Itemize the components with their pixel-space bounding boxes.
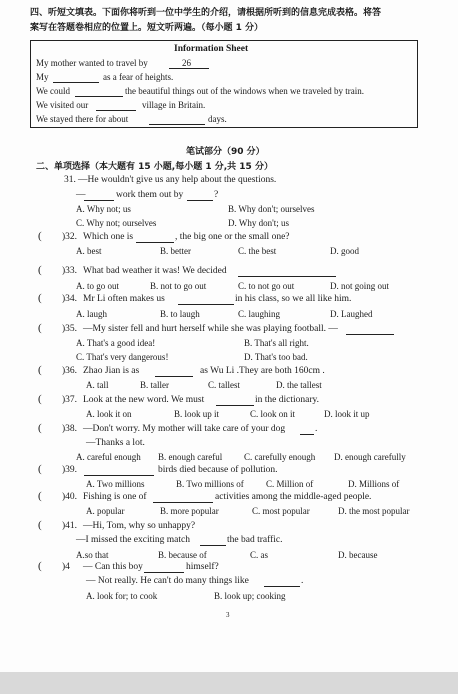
question-34-paren: ( [38, 292, 42, 304]
question-37-stem: Look at the new word. We must [83, 395, 205, 405]
question-31-number: 31. [64, 175, 76, 185]
question-32-number: )32. [62, 232, 78, 242]
question-42-number: )4 [62, 562, 70, 572]
question-40-stem: Fishing is one of [83, 492, 147, 502]
question-41-reply: —I missed the exciting match [76, 535, 190, 545]
question-42-reply-end: . [301, 576, 304, 586]
section2-heading: 二、单项选择（本大题有 15 小题,每小题 1 分,共 15 分） [36, 162, 273, 172]
sheet-row-5-start: We stayed there for about [36, 114, 129, 124]
question-34-stem-after: in his class, so we all like him. [235, 294, 352, 304]
question-40-option-c: C. most popular [252, 506, 310, 516]
question-34-stem: Mr Li often makes us [83, 294, 165, 304]
question-40-blank [153, 502, 213, 503]
question-33-option-c: C. to not go out [238, 281, 295, 291]
sheet-row-3-blank [75, 96, 123, 97]
question-41-paren: ( [38, 519, 42, 531]
question-34-blank [178, 304, 234, 305]
question-41-stem: —Hi, Tom, why so unhappy? [83, 521, 196, 531]
question-39-paren: ( [38, 463, 42, 475]
question-38-blank [300, 434, 314, 435]
sheet-row-4-text: village in Britain. [142, 100, 206, 110]
question-31-option-a: A. Why not; us [76, 204, 131, 214]
question-39-option-a: A. Two millions [86, 479, 145, 489]
sheet-row-1-blank [169, 68, 209, 69]
question-32-stem-after: , the big one or the small one? [175, 232, 290, 242]
sheet-row-2-blank [53, 82, 99, 83]
question-35-option-d: D. That's too bad. [244, 352, 308, 362]
question-35-number: )35. [62, 324, 78, 334]
question-39-blank [84, 475, 154, 476]
question-38-reply: —Thanks a lot. [86, 438, 145, 448]
question-38-stem: —Don't worry. My mother will take care of your dog [83, 424, 286, 434]
question-37-option-d: D. look it up [324, 409, 370, 419]
question-31-option-c: C. Why not; ourselves [76, 218, 157, 228]
question-36-stem-after: as Wu Li .They are both 160cm . [200, 366, 325, 376]
question-33-stem: What bad weather it was! We decided [83, 266, 227, 276]
question-31-end: ? [214, 190, 219, 200]
question-37-paren: ( [38, 393, 42, 405]
question-35-option-a: A. That's a good idea! [76, 338, 156, 348]
page-number: 3 [226, 611, 230, 619]
question-37-blank [216, 405, 254, 406]
sheet-row-1-filled: 26 [182, 58, 191, 68]
question-31-dash: — [76, 190, 86, 200]
question-42-option-b: B. look up; cooking [214, 591, 286, 601]
sheet-row-5-blank [149, 124, 205, 125]
information-sheet-box [30, 40, 418, 128]
question-39-number: )39. [62, 465, 78, 475]
question-34-number: )34. [62, 294, 78, 304]
question-38-option-a: A. careful enough [76, 452, 141, 462]
question-42-paren: ( [38, 560, 42, 572]
question-32-paren: ( [38, 230, 42, 242]
sheet-row-2-text: as a fear of heights. [103, 72, 174, 82]
question-40-option-a: A. popular [86, 506, 125, 516]
question-35-blank [346, 334, 394, 335]
question-38-option-b: B. enough careful [158, 452, 223, 462]
question-38-number: )38. [62, 424, 78, 434]
question-40-option-b: B. more popular [160, 506, 219, 516]
question-40-stem-after: activities among the middle-aged people. [215, 492, 372, 502]
question-31-option-d: D. Why don't; us [228, 218, 289, 228]
question-31-blank-2 [187, 200, 213, 201]
question-33-option-a: A. to go out [76, 281, 120, 291]
question-38-option-c: C. carefully enough [244, 452, 316, 462]
question-40-number: )40. [62, 492, 78, 502]
question-41-option-d: D. because [338, 550, 378, 560]
question-36-number: )36. [62, 366, 78, 376]
question-36-option-b: B. taller [140, 380, 169, 390]
question-42-blank-1 [144, 572, 184, 573]
sheet-row-2-start: My [36, 72, 49, 82]
question-41-reply-after: the bad traffic. [227, 535, 283, 545]
sheet-row-1-text: My mother wanted to travel by [36, 58, 148, 68]
question-37-option-b: B. look up it [174, 409, 220, 419]
sheet-row-5-text: days. [208, 114, 227, 124]
sheet-row-4-start: We visited our [36, 100, 89, 110]
information-sheet-title: Information Sheet [174, 44, 249, 54]
question-35-option-b: B. That's all right. [244, 338, 309, 348]
question-42-stem: — Can this boy [83, 562, 143, 572]
question-38-stem-end: . [315, 424, 318, 434]
question-39-option-c: C. Million of [266, 479, 314, 489]
question-41-option-c: C. as [250, 550, 268, 560]
question-37-stem-after: in the dictionary. [255, 395, 320, 405]
question-38-paren: ( [38, 422, 42, 434]
question-33-option-b: B. not to go out [150, 281, 207, 291]
question-41-blank [200, 545, 226, 546]
question-32-option-b: B. better [160, 246, 191, 256]
question-42-reply: — Not really. He can't do many things like [86, 576, 249, 586]
scan-bottom-margin [0, 672, 458, 694]
sheet-row-4-blank [96, 110, 136, 111]
question-31-stem2: work them out by [116, 190, 184, 200]
question-32-option-d: D. good [330, 246, 359, 256]
question-37-option-c: C. look on it [250, 409, 296, 419]
question-35-option-c: C. That's very dangerous! [76, 352, 169, 362]
question-32-option-a: A. best [76, 246, 102, 256]
question-36-blank [155, 376, 193, 377]
question-32-stem: Which one is [83, 232, 134, 242]
section4-heading-line1: 四、听短文填表。下面你将听到一位中学生的介绍，请根据所听到的信息完成表格。将答 [30, 8, 382, 18]
question-36-option-d: D. the tallest [276, 380, 322, 390]
sheet-row-3-start: We could [36, 86, 71, 96]
question-41-option-b: B. because of [158, 550, 207, 560]
question-34-option-a: A. laugh [76, 309, 107, 319]
question-32-option-c: C. the best [238, 246, 277, 256]
question-33-number: )33. [62, 266, 78, 276]
question-39-option-b: B. Two millions of [176, 479, 244, 489]
question-39-stem-after: birds died because of pollution. [158, 465, 278, 475]
question-42-blank-2 [264, 586, 300, 587]
question-41-option-a: A.so that [76, 550, 109, 560]
question-31-blank-1 [84, 200, 114, 201]
question-34-option-c: C. laughing [238, 309, 280, 319]
question-36-stem: Zhao Jian is as [83, 366, 140, 376]
question-33-paren: ( [38, 264, 42, 276]
question-34-option-d: D. Laughed [330, 309, 373, 319]
question-37-number: )37. [62, 395, 78, 405]
question-42-option-a: A. look for; to cook [86, 591, 158, 601]
question-34-option-b: B. to laugh [160, 309, 200, 319]
question-41-number: )41. [62, 521, 78, 531]
question-40-paren: ( [38, 490, 42, 502]
question-42-stem-after: himself? [186, 562, 219, 572]
question-38-option-d: D. enough carefully [334, 452, 406, 462]
question-31-stem: —He wouldn't give us any help about the questions. [78, 175, 277, 185]
written-part-title: 笔试部分（90 分） [186, 147, 265, 157]
question-33-blank [238, 276, 336, 277]
question-32-blank [136, 242, 174, 243]
question-36-option-a: A. tall [86, 380, 109, 390]
question-39-option-d: D. Millions of [348, 479, 400, 489]
question-40-option-d: D. the most popular [338, 506, 410, 516]
sheet-row-3-text: the beautiful things out of the windows when we traveled by train. [125, 86, 364, 96]
question-35-paren: ( [38, 322, 42, 334]
question-31-option-b: B. Why don't; ourselves [228, 204, 315, 214]
question-36-option-c: C. tallest [208, 380, 240, 390]
question-36-paren: ( [38, 364, 42, 376]
section4-heading-line2: 案写在答题卷相应的位置上。短文听两遍。（每小题 1 分） [30, 23, 264, 33]
question-33-option-d: D. not going out [330, 281, 390, 291]
question-37-option-a: A. look it on [86, 409, 132, 419]
question-35-stem: —My sister fell and hurt herself while she was playing football. — [83, 324, 338, 334]
